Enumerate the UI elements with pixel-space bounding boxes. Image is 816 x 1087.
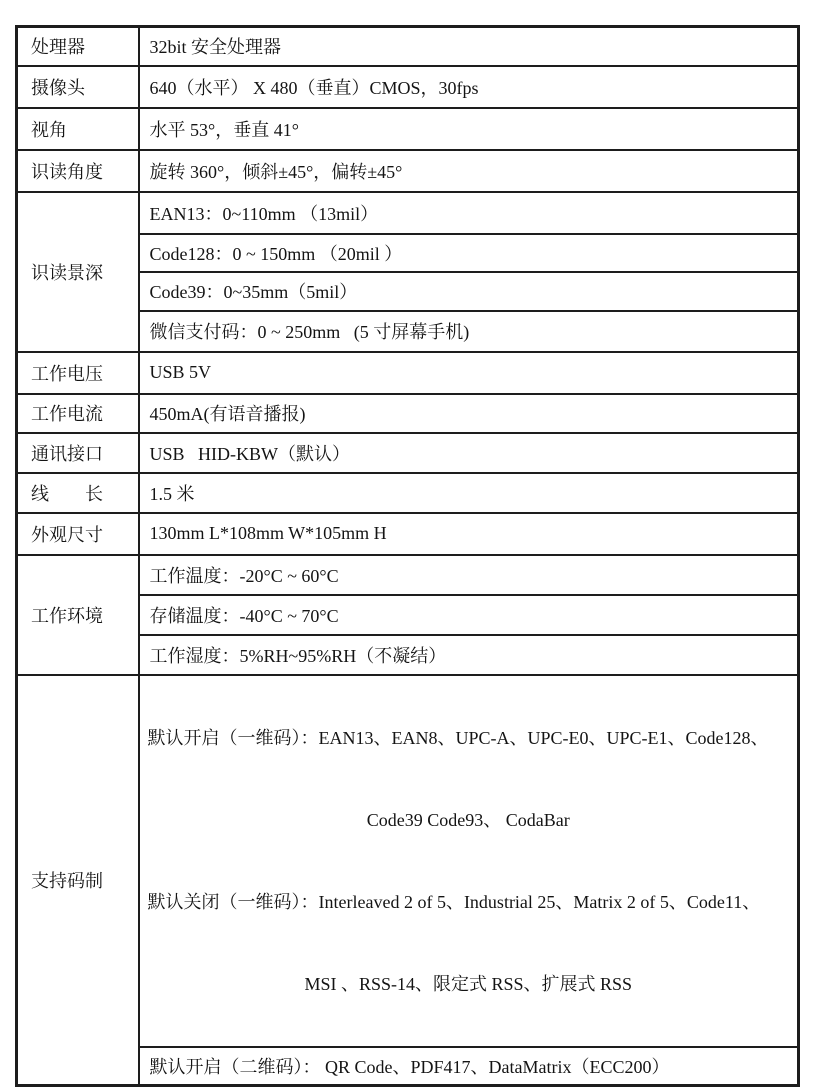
table-row bbox=[17, 108, 799, 150]
table-row bbox=[17, 555, 799, 595]
symbologies-1d-disabled-line1: 默认关闭（一维码）：Interleaved 2 of 5、Industrial 25、Matrix 2 of 5、Code11、 bbox=[147, 891, 761, 912]
table-row bbox=[17, 150, 799, 192]
value-env-storage-temp: 存储温度：-40°C ~ 70°C bbox=[139, 595, 799, 635]
table-row bbox=[17, 473, 799, 513]
value-cable-length: 1.5 米 bbox=[139, 473, 799, 513]
value-depth-wechat: 微信支付码：0 ~ 250mm (5 寸屏幕手机) bbox=[139, 311, 799, 352]
label-dimensions: 外观尺寸 bbox=[17, 513, 139, 555]
label-depth-of-field: 识读景深 bbox=[17, 192, 139, 352]
table-row bbox=[17, 66, 799, 108]
value-env-operating-temp: 工作温度：-20°C ~ 60°C bbox=[139, 555, 799, 595]
symbologies-1d-enabled-line1: 默认开启（一维码）：EAN13、EAN8、UPC-A、UPC-E0、UPC-E1、Code128、 bbox=[147, 727, 769, 748]
label-environment: 工作环境 bbox=[17, 555, 139, 675]
value-voltage: USB 5V bbox=[139, 352, 799, 394]
spec-table bbox=[15, 25, 800, 1087]
value-view-angle: 水平 53°，垂直 41° bbox=[139, 108, 799, 150]
table-row bbox=[17, 675, 799, 1047]
table-row bbox=[17, 394, 799, 433]
label-interface: 通讯接口 bbox=[17, 433, 139, 473]
label-symbologies: 支持码制 bbox=[17, 675, 139, 1086]
value-depth-ean13: EAN13：0~110mm （13mil） bbox=[139, 192, 799, 234]
value-camera: 640（水平） X 480（垂直）CMOS，30fps bbox=[139, 66, 799, 108]
value-depth-code39: Code39：0~35mm（5mil） bbox=[139, 272, 799, 311]
value-processor: 32bit 安全处理器 bbox=[139, 27, 799, 66]
value-dimensions: 130mm L*108mm W*105mm H bbox=[139, 513, 799, 555]
value-read-angle: 旋转 360°，倾斜±45°，偏转±45° bbox=[139, 150, 799, 192]
table-row bbox=[17, 352, 799, 394]
value-symbologies-2d: 默认开启（二维码）： QR Code、PDF417、DataMatrix（ECC200） bbox=[139, 1047, 799, 1086]
table-row bbox=[17, 192, 799, 234]
label-read-angle: 识读角度 bbox=[17, 150, 139, 192]
label-processor: 处理器 bbox=[17, 27, 139, 66]
value-depth-code128: Code128：0 ~ 150mm （20mil ） bbox=[139, 234, 799, 272]
symbologies-1d-enabled-line2: Code39 Code93、 CodaBar bbox=[366, 809, 570, 830]
value-interface: USB HID-KBW（默认） bbox=[139, 433, 799, 473]
label-current: 工作电流 bbox=[17, 394, 139, 433]
value-current: 450mA(有语音播报) bbox=[139, 394, 799, 433]
label-voltage: 工作电压 bbox=[17, 352, 139, 394]
table-row bbox=[17, 433, 799, 473]
table-row bbox=[17, 27, 799, 66]
value-env-humidity: 工作湿度：5%RH~95%RH（不凝结） bbox=[139, 635, 799, 675]
label-camera: 摄像头 bbox=[17, 66, 139, 108]
label-view-angle: 视角 bbox=[17, 108, 139, 150]
label-cable-length: 线 长 bbox=[17, 473, 139, 513]
symbologies-1d-disabled-line2: MSI 、RSS-14、限定式 RSS、扩展式 RSS bbox=[304, 973, 633, 994]
value-symbologies-1d bbox=[139, 675, 799, 1047]
table-row bbox=[17, 513, 799, 555]
